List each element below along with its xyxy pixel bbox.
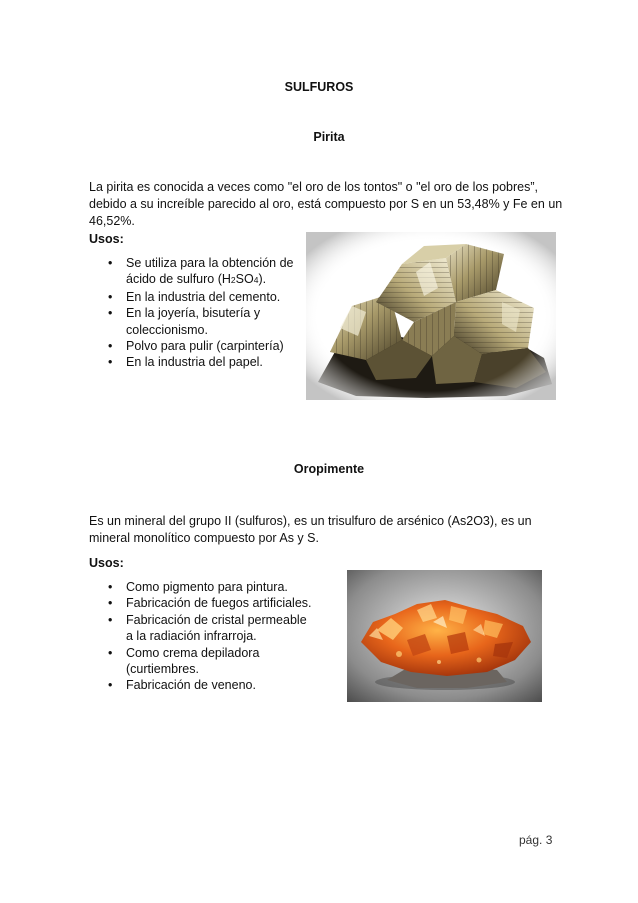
- pyrite-crystal-image: [306, 232, 556, 400]
- page-number: pág. 3: [519, 833, 553, 847]
- pirita-usos-label: Usos:: [89, 232, 124, 246]
- list-item: • Se utiliza para la obtención de ácido de sulfuro (H2SO4).: [98, 255, 298, 289]
- oropimente-uses-list: [98, 579, 330, 694]
- list-item: • En la joyería, bisutería y coleccionismo.: [98, 305, 298, 338]
- list-item: • En la industria del papel.: [98, 354, 298, 370]
- list-item: • Fabricación de fuegos artificiales.: [98, 595, 330, 611]
- pirita-heading: Pirita: [313, 130, 345, 144]
- oropimente-description: Es un mineral del grupo II (sulfuros), es un trisulfuro de arsénico (As2O3), es un mineral monolítico compuesto por As y S.: [89, 514, 532, 545]
- pirita-uses-list: [98, 255, 298, 371]
- orpiment-mineral-image: [347, 570, 542, 702]
- list-item: • Fabricación de veneno.: [98, 677, 330, 693]
- list-item: • Como crema depiladora (curtiembres.: [98, 645, 276, 678]
- list-item: • Como pigmento para pintura.: [98, 579, 330, 595]
- oropimente-heading: Oropimente: [293, 462, 365, 476]
- orpiment-photo: [347, 570, 542, 702]
- pirita-description: La pirita es conocida a veces como "el oro de los tontos" o "el oro de los pobres”, debido a su increíble parecido al oro, está compuesto por S en un 53,48% y Fe en un 46,52%.: [89, 180, 563, 228]
- list-item: • Fabricación de cristal permeable a la radiación infrarroja.: [98, 612, 316, 645]
- list-item: • En la industria del cemento.: [98, 289, 298, 305]
- list-item: • Polvo para pulir (carpintería): [98, 338, 298, 354]
- oropimente-usos-label: Usos:: [89, 556, 124, 570]
- page-title: SULFUROS: [284, 80, 354, 94]
- pyrite-photo: [306, 232, 556, 400]
